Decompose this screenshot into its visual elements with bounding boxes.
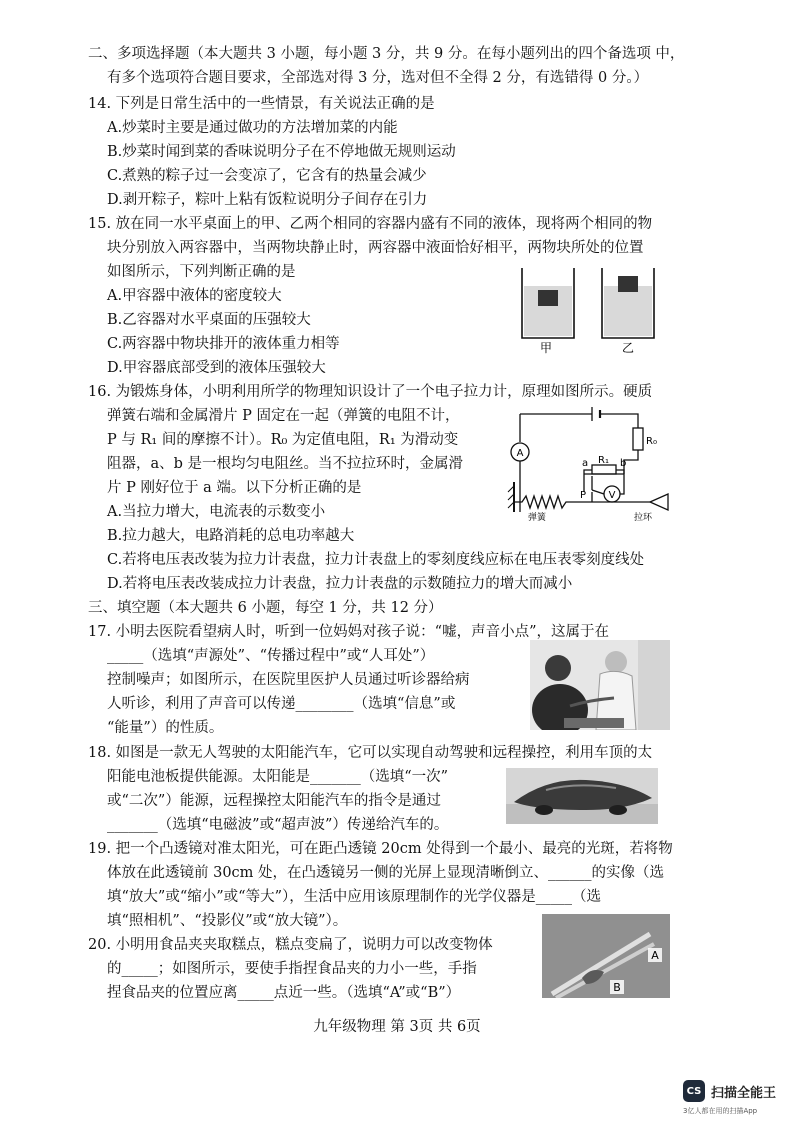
q14-stem: 14. 下列是日常生活中的一些情景，有关说法正确的是	[88, 96, 435, 112]
point-a-label: A	[651, 949, 659, 962]
q19-line2: 体放在此透镜前 30cm 处，在凸透镜另一侧的光屏上显现清晰倒立、______的实像（选	[107, 865, 665, 881]
q17-line3: 控制噪声；如图所示，在医院里医护人员通过听诊器给病	[107, 672, 470, 688]
q17-line5: “能量”）的性质。	[107, 720, 224, 736]
container-jia	[522, 268, 574, 338]
front-wheel	[535, 805, 553, 815]
resistor-r1	[592, 465, 616, 474]
ring-label: 拉环	[634, 513, 653, 522]
block-yi	[618, 276, 638, 292]
q15-option-d: D.甲容器底部受到的液体压强较大	[107, 360, 326, 376]
q16-option-a: A.当拉力增大，电流表的示数变小	[107, 504, 326, 520]
q14-option-d: D.剥开粽子，粽叶上粘有饭粒说明分子间存在引力	[107, 192, 428, 208]
q14-option-a: A.炒菜时主要是通过做功的方法增加菜的内能	[107, 120, 398, 136]
q17-line2: _____（选填“声源处”、“传播过程中”或“人耳处”）	[107, 648, 435, 664]
spring-label: 弹簧	[528, 513, 547, 522]
q16-option-b: B.拉力越大，电路消耗的总电功率越大	[107, 528, 355, 544]
scanner-logo-icon: CS	[683, 1080, 705, 1102]
pull-ring	[650, 494, 668, 510]
q18-line4: _______（选填“电磁波”或“超声波”）传递给汽车的。	[107, 817, 449, 833]
q16-line1: 16. 为锻炼身体，小明利用所学的物理知识设计了一个电子拉力计，原理如图所示。硬质	[88, 384, 653, 400]
q15-line3: 如图所示，下列判断正确的是	[107, 264, 296, 280]
ammeter-label: A	[516, 448, 524, 459]
q16-line5: 片 P 刚好位于 a 端。以下分析正确的是	[107, 480, 362, 496]
container-yi	[602, 268, 654, 338]
r1-label: R₁	[598, 455, 609, 466]
q17-line1: 17. 小明去医院看望病人时，听到一位妈妈对孩子说：“嘘，声音小点”，这属于在	[88, 624, 609, 640]
p-label: P	[580, 490, 587, 501]
q17-line4: 人听诊，利用了声音可以传递________（选填“信息”或	[107, 696, 456, 712]
q14-option-c: C.煮熟的粽子过一会变凉了，它含有的热量会减少	[107, 168, 427, 184]
q15-option-c: C.两容器中物块排开的液体重力相等	[107, 336, 340, 352]
liquid-yi	[604, 286, 652, 336]
q18-solar-car-photo	[506, 768, 658, 824]
q14-option-b: B.炒菜时闻到菜的香味说明分子在不停地做无规则运动	[107, 144, 456, 160]
label-yi: 乙	[621, 341, 635, 354]
scanner-watermark	[683, 1080, 776, 1102]
patient-head	[545, 655, 571, 681]
scanner-tagline: 3亿人都在用的扫描App	[683, 1107, 758, 1115]
q19-line1: 19. 把一个凸透镜对准太阳光，可在距凸透镜 20cm 处得到一个最小、最亮的光斑，若将物	[88, 841, 673, 857]
scanner-name: 扫描全能王	[711, 1085, 777, 1101]
q16-circuit-figure	[500, 402, 680, 522]
table	[564, 718, 624, 728]
section2-heading-line2: 有多个选项符合题目要求，全部选对得 3 分，选对但不全得 2 分，有选错得 0 分。）	[107, 70, 649, 86]
q16-line2: 弹簧右端和金属滑片 P 固定在一起（弹簧的电阻不计，	[107, 408, 460, 424]
block-jia	[538, 290, 558, 306]
q18-line3: 或“二次”）能源，远程操控太阳能汽车的指令是通过	[107, 793, 441, 809]
q15-line1: 15. 放在同一水平桌面上的甲、乙两个相同的容器内盛有不同的液体，现将两个相同的物	[88, 216, 653, 232]
section2-heading-line1: 二、多项选择题（本大题共 3 小题，每小题 3 分，共 9 分。在每小题列出的四个备选项 中，	[88, 46, 685, 62]
q20-line3: 捏食品夹的位置应离_____点近一些。（选填“A”或“B”）	[107, 985, 461, 1001]
q15-containers-figure	[516, 262, 666, 354]
q15-option-b: B.乙容器对水平桌面的压强较大	[107, 312, 311, 328]
q17-stethoscope-photo	[530, 640, 670, 730]
rear-wheel	[609, 805, 627, 815]
q15-option-a: A.甲容器中液体的密度较大	[107, 288, 282, 304]
q20-line2: 的_____；如图所示，要使手指捏食品夹的力小一些，手指	[107, 961, 477, 977]
q20-food-tongs-photo	[542, 914, 670, 998]
q18-line1: 18. 如图是一款无人驾驶的太阳能汽车，它可以实现自动驾驶和远程操控，利用车顶的太	[88, 745, 653, 761]
b-label: b	[620, 458, 627, 469]
a-label: a	[582, 458, 589, 469]
resistor-r0	[633, 428, 643, 450]
section3-heading: 三、填空题（本大题共 6 小题，每空 1 分，共 12 分）	[88, 600, 443, 616]
nurse-head	[605, 651, 627, 673]
q16-line4: 阻器，a、b 是一根均匀电阻丝。当不拉拉环时，金属滑	[107, 456, 464, 472]
label-jia: 甲	[539, 341, 553, 354]
point-b-label: B	[613, 981, 621, 994]
q18-line2: 阳能电池板提供能源。太阳能是_______（选填“一次”	[107, 769, 449, 785]
q15-line2: 块分别放入两容器中，当两物块静止时，两容器中液面恰好相平，两物块所处的位置	[107, 240, 644, 256]
q16-option-d: D.若将电压表改装成拉力计表盘，拉力计表盘的示数随拉力的增大而减小	[107, 576, 573, 592]
q16-option-c: C.若将电压表改装为拉力计表盘，拉力计表盘上的零刻度线应标在电压表零刻度线处	[107, 552, 645, 568]
r0-label: R₀	[646, 436, 657, 447]
q20-line1: 20. 小明用食品夹夹取糕点，糕点变扁了，说明力可以改变物体	[88, 937, 493, 953]
page-footer: 九年级物理 第 3页 共 6页	[313, 1019, 481, 1035]
voltmeter-label: V	[608, 490, 616, 501]
q19-line3: 填“放大”或“缩小”或“等大”），生活中应用该原理制作的光学仪器是_____（选	[107, 889, 601, 905]
q16-line3: P 与 R₁ 间的摩擦不计）。R₀ 为定值电阻，R₁ 为滑动变	[107, 432, 459, 448]
q19-line4: 填“照相机”、“投影仪”或“放大镜”）。	[107, 913, 348, 929]
